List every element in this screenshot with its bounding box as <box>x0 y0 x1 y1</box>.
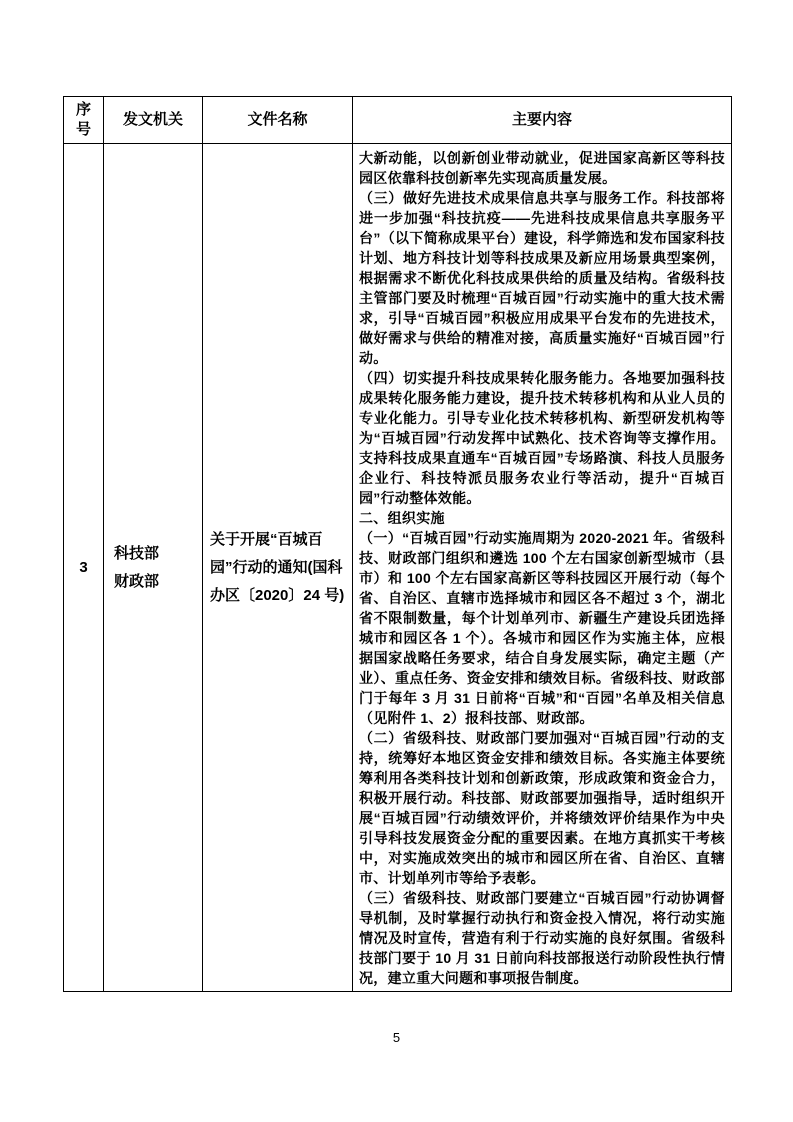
main-content-paragraph: （一）“百城百园”行动实施周期为 2020-2021 年。省级科技、财政部门组织和遴选 100 个左右国家创新型城市（县市）和 100 个左右国家高新区等科技园区开展行动（每个省、自治区、直辖市选择城市和园区各不超过 3 个，湖北省不限制数量，每个计划单列市、新疆生产建设兵团选择城市和园区各 1 个）。各城市和园区作为实施主体，应根据国家战略任务要求，结合自身发展实际，确定主题（产业）、重点任务、资金安排和绩效目标。省级科技、财政部门于每年 3 月 31 日前将“百城”和“百园”名单及相关信息（见附件 1、2）报科技部、财政部。 <box>359 530 725 726</box>
table-header-row <box>64 97 732 144</box>
main-content-paragraph: （三）省级科技、财政部门要建立“百城百园”行动协调督导机制，及时掌握行动执行和资金投入情况，将行动实施情况及时宣传，营造有利于行动实施的良好氛围。省级科技部门要于 10 月 31 日前向科技部报送行动阶段性执行情况，建立重大问题和事项报告制度。 <box>359 890 725 986</box>
header-issuing-agency: 发文机关 <box>104 97 203 144</box>
main-content-paragraph: （二）省级科技、财政部门要加强对“百城百园”行动的支持，统筹好本地区资金安排和绩效目标。各实施主体要统筹利用各类科技计划和创新政策，形成政策和资金合力，积极开展行动。科技部、财政部要加强指导，适时组织开展“百城百园”行动绩效评价，并将绩效评价结果作为中央引导科技发展资金分配的重要因素。在地方真抓实干考核中，对实施成效突出的城市和园区所在省、自治区、直辖市、计划单列市等给予表彰。 <box>359 730 725 886</box>
header-document-name: 文件名称 <box>203 97 353 144</box>
main-content-paragraph: 二、组织实施 <box>359 510 445 526</box>
main-content-cell <box>353 144 732 992</box>
header-index-label: 序号 <box>75 100 91 138</box>
issuing-agency-line: 财政部 <box>114 572 160 590</box>
page-number: 5 <box>392 1030 401 1045</box>
issuing-agency-line: 科技部 <box>114 544 160 562</box>
table-row <box>64 144 732 992</box>
main-content-paragraph: 大新动能，以创新创业带动就业，促进国家高新区等科技园区依靠科技创新率先实现高质量发展。 <box>359 150 725 186</box>
issuing-agency-cell <box>104 144 203 992</box>
document-table <box>63 96 732 992</box>
document-name-cell: 关于开展“百城百园”行动的通知(国科办区〔2020〕24 号) <box>203 144 353 992</box>
main-content-paragraph: （四）切实提升科技成果转化服务能力。各地要加强科技成果转化服务能力建设，提升技术转移机构和从业人员的专业化能力。引导专业化技术转移机构、新型研发机构等为“百城百园”行动发挥中试熟化、技术咨询等支撑作用。支持科技成果直通车“百城百园”专场路演、科技人员服务企业行、科技特派员服务农业行等活动，提升“百城百园”行动整体效能。 <box>359 370 725 506</box>
header-main-content: 主要内容 <box>353 97 732 144</box>
header-index <box>64 97 104 144</box>
row-index-cell: 3 <box>64 144 104 992</box>
main-content-paragraph: （三）做好先进技术成果信息共享与服务工作。科技部将进一步加强“科技抗疫——先进科技成果信息共享服务平台”（以下简称成果平台）建设，科学筛选和发布国家科技计划、地方科技计划等科技成果及新应用场景典型案例，根据需求不断优化科技成果供给的质量及结构。省级科技主管部门要及时梳理“百城百园”行动实施中的重大技术需求，引导“百城百园”积极应用成果平台发布的先进技术，做好需求与供给的精准对接，高质量实施好“百城百园”行动。 <box>359 190 725 366</box>
